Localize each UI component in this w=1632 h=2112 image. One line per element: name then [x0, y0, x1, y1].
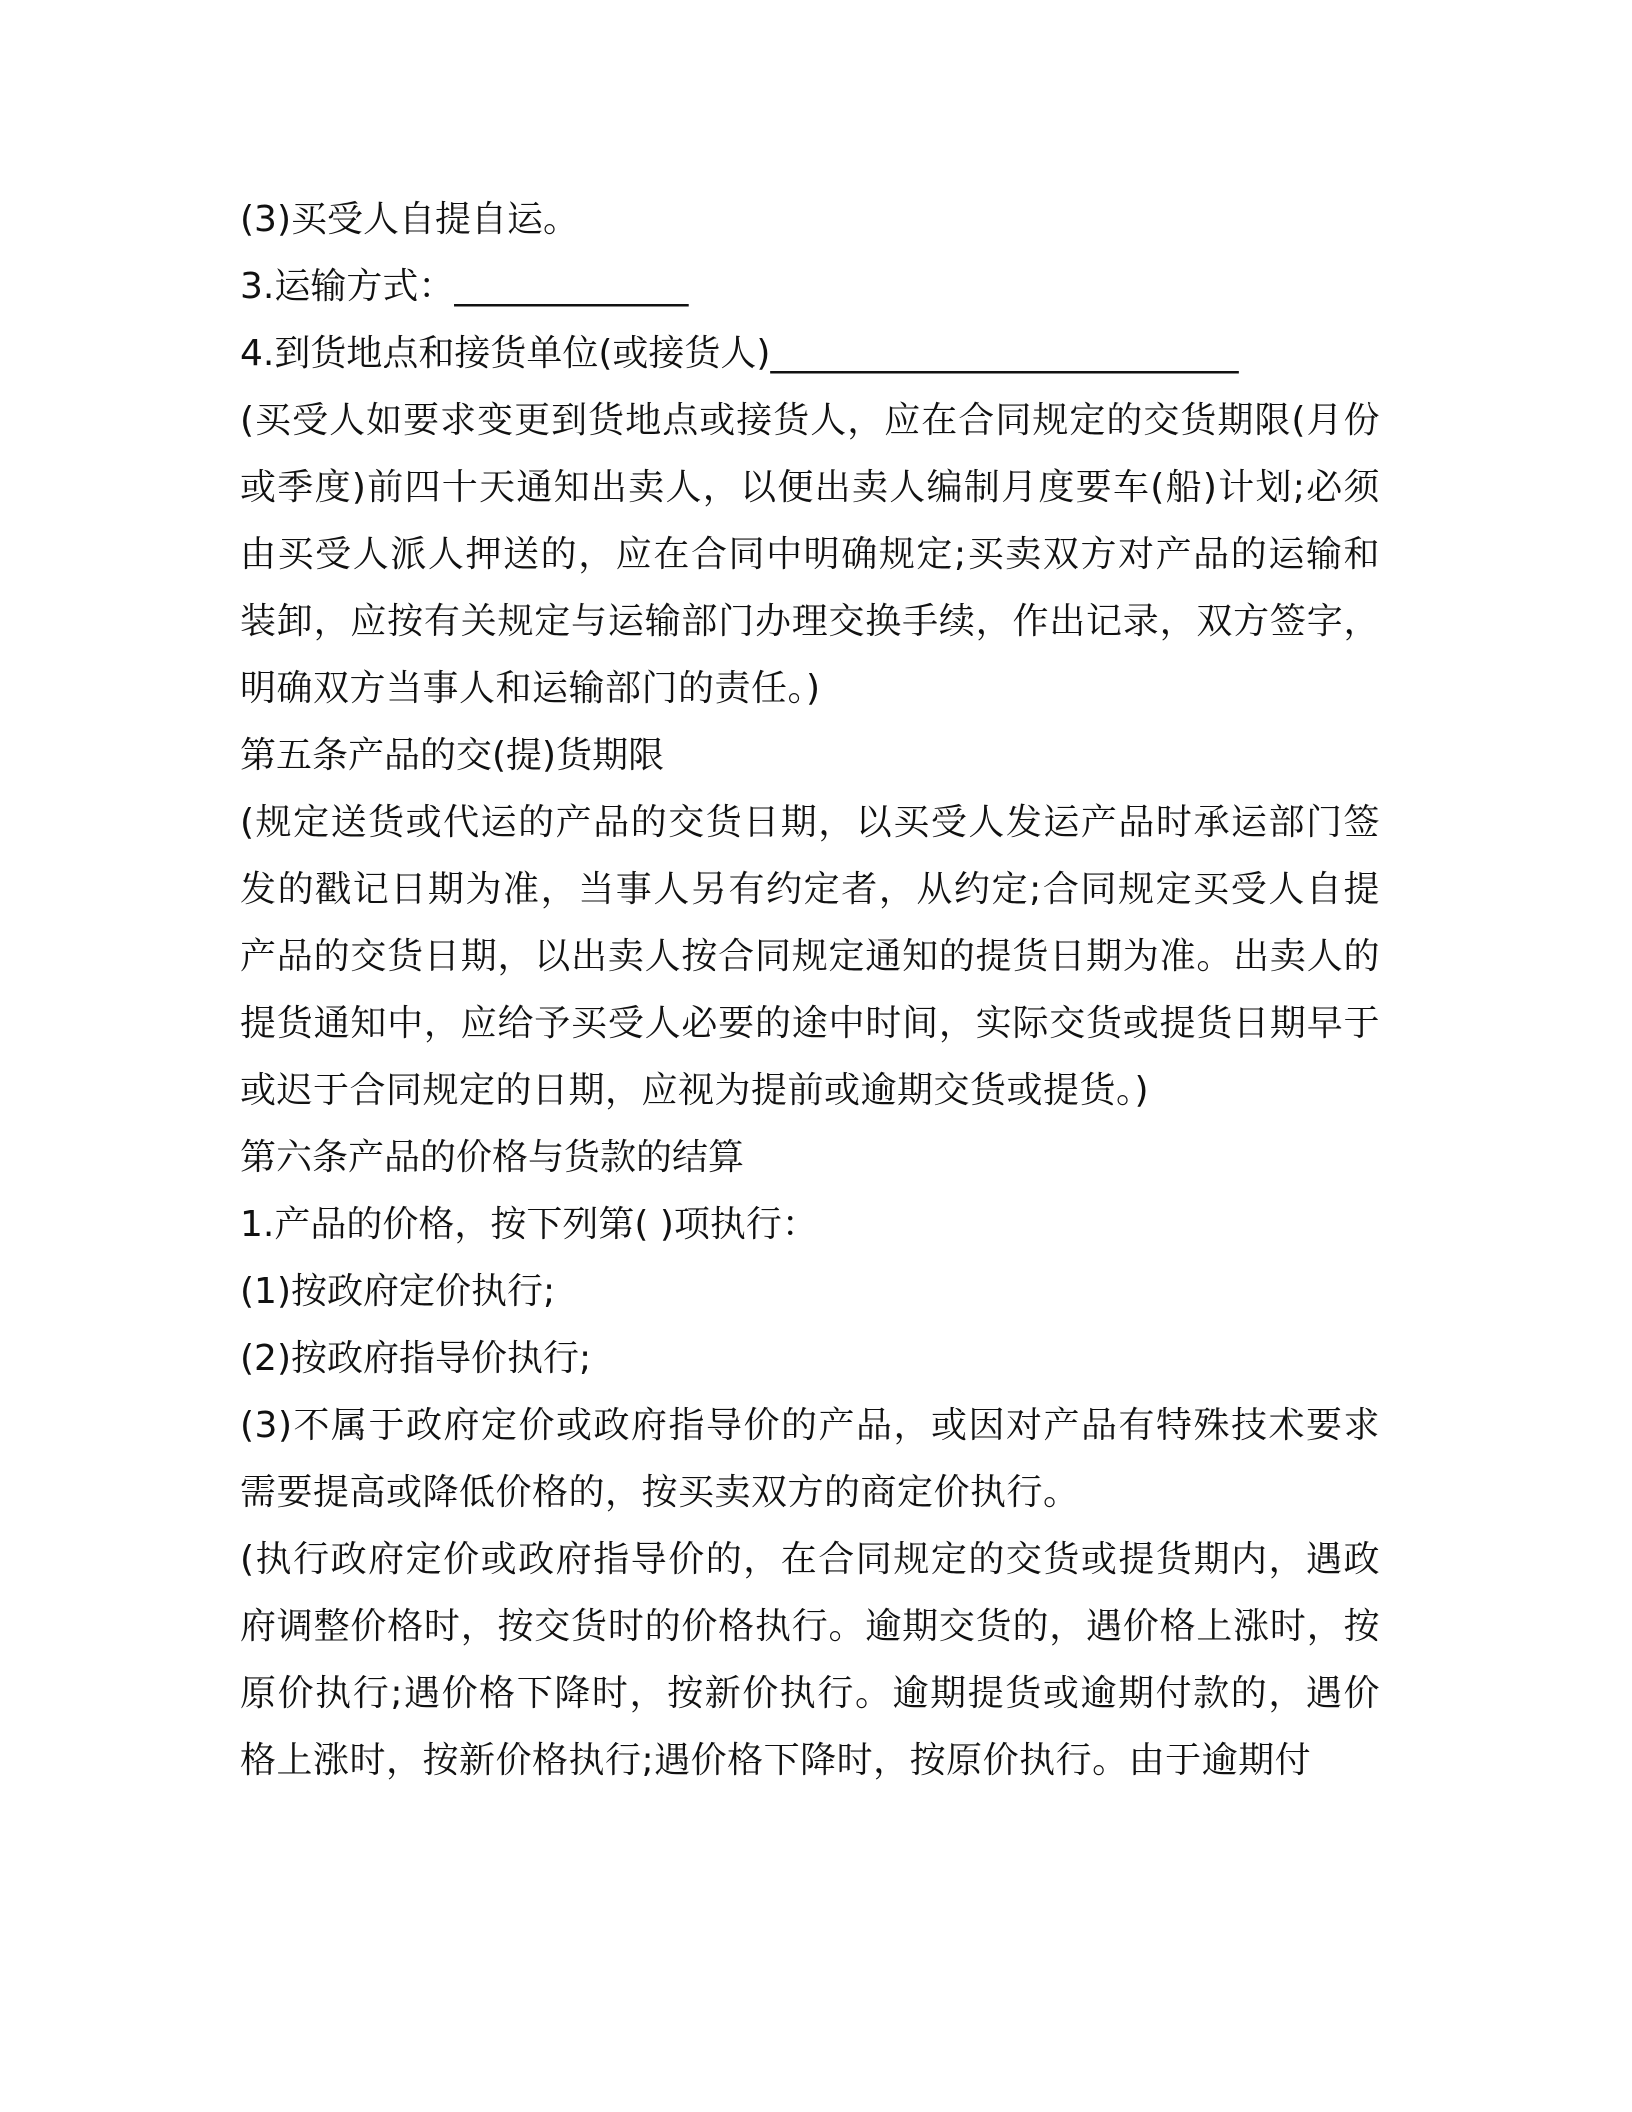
paragraph-negotiated-price: (3)不属于政府定价或政府指导价的产品，或因对产品有特殊技术要求需要提高或降低价格的，按买卖双方的商定价执行。 — [240, 1405, 1380, 1513]
line-government-price: (1)按政府定价执行; — [240, 1271, 556, 1312]
paragraph-price-adjustment: (执行政府定价或政府指导价的，在合同规定的交货或提货期内，遇政府调整价格时，按交货时的价格执行。逾期交货的，遇价格上涨时，按原价执行;遇价格下降时，按新价执行。逾期提货或逾期付款的，遇价格上涨时，按新价格执行;遇价格下降时，按原价执行。由于逾期付 — [240, 1539, 1380, 1781]
line-price-options: 1.产品的价格，按下列第( )项执行： — [240, 1204, 818, 1245]
line-government-guided-price: (2)按政府指导价执行; — [240, 1338, 592, 1379]
heading-article-5: 第五条产品的交(提)货期限 — [240, 735, 665, 776]
line-delivery-location: 4.到货地点和接货单位(或接货人)__________________________ — [240, 333, 1239, 374]
paragraph-delivery-change: (买受人如要求变更到货地点或接货人，应在合同规定的交货期限(月份或季度)前四十天通知出卖人，以便出卖人编制月度要车(船)计划;必须由买受人派人押送的，应在合同中明确规定;买卖双方对产品的运输和装卸，应按有关规定与运输部门办理交换手续，作出记录，双方签字，明确双方当事人和运输部门的责任。) — [240, 400, 1380, 709]
document-body — [240, 186, 1380, 1794]
line-self-transport: (3)买受人自提自运。 — [240, 199, 579, 240]
line-transport-method: 3.运输方式：_____________ — [240, 266, 689, 307]
paragraph-delivery-date: (规定送货或代运的产品的交货日期，以买受人发运产品时承运部门签发的戳记日期为准，当事人另有约定者，从约定;合同规定买受人自提产品的交货日期，以出卖人按合同规定通知的提货日期为准。出卖人的提货通知中，应给予买受人必要的途中时间，实际交货或提货日期早于或迟于合同规定的日期，应视为提前或逾期交货或提货。) — [240, 802, 1380, 1111]
heading-article-6: 第六条产品的价格与货款的结算 — [240, 1137, 745, 1178]
